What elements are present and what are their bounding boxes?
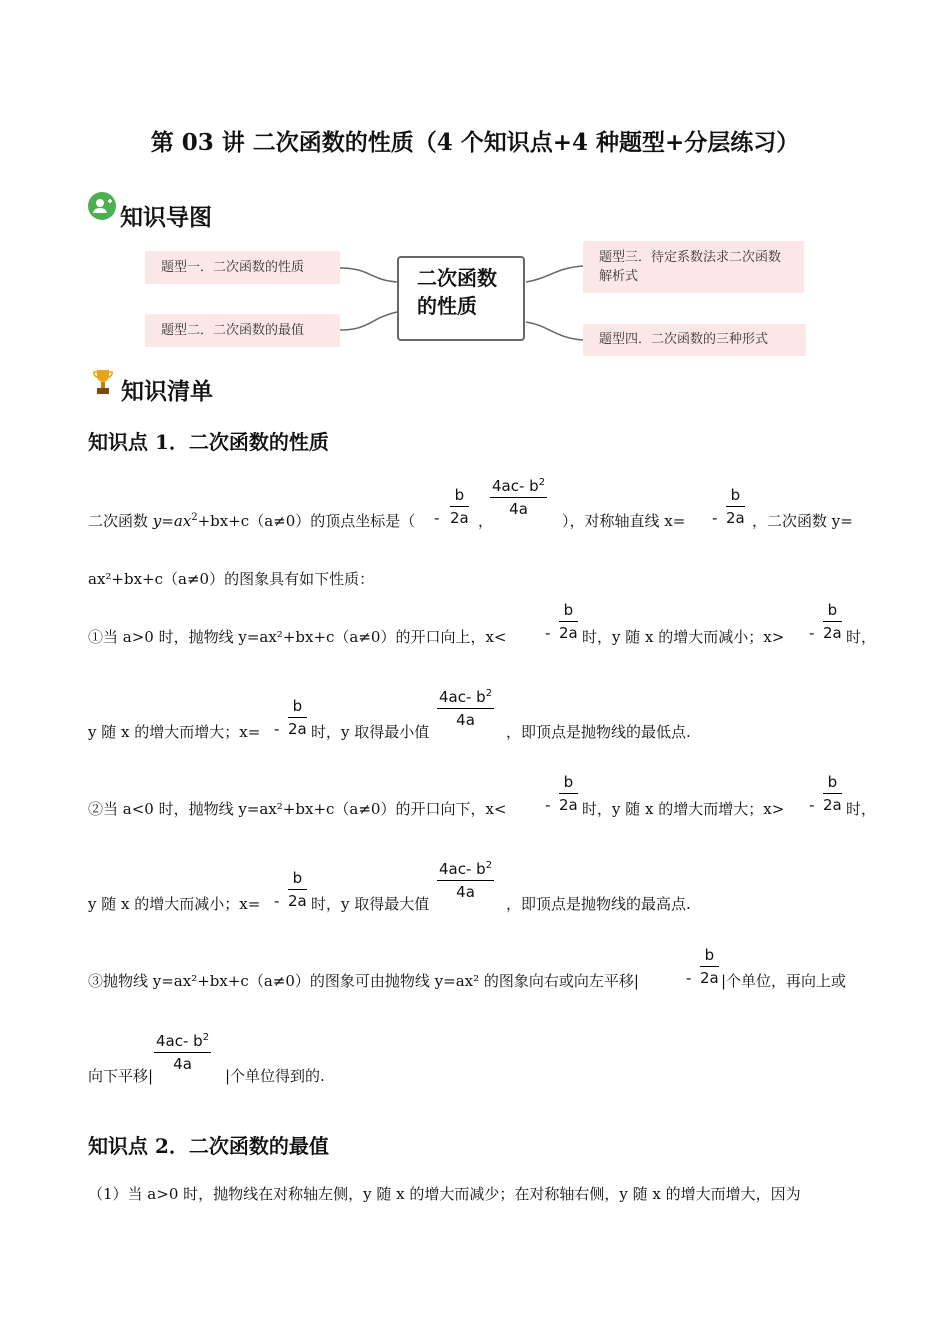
p1-fy-den: 4a [509,500,528,518]
i1b-minus: - [274,720,280,738]
p1-ax-num: b [726,486,745,507]
i2a-text-c: 时， [846,800,877,818]
p1-text-a2: y=ax [152,512,192,530]
i3b-fraction: $\frac{4ac- b^2}{4a}$ [156,1032,210,1073]
trophy-icon [92,367,114,397]
kp1-heading: 知识点 1．二次函数的性质 [88,430,329,454]
p1-text-c: ，二次函数 y= [752,512,853,530]
i3a-text-b: |个单位，再向上或 [721,972,847,990]
i2a-fraction-2 [809,773,842,814]
i2a-minus-2: - [809,796,815,814]
i2a-f1-den: 2a [559,796,578,814]
section-mindmap-title: 知识导图 [120,204,212,231]
i2a-text-b: 时，y 随 x 的增大而增大；x> [582,800,785,818]
p1-axis-fraction [712,486,745,527]
i1a-text-c: 时， [846,628,877,646]
i2b-text-a: y 随 x 的增大而减小；x= [88,895,261,913]
p1-text-a1: 二次函数 [88,512,153,530]
i1a-fraction-2 [809,601,842,642]
mindmap-center-line1: 二次函数 [417,266,497,290]
i1b-fraction-1 [274,697,307,738]
p1-fx-num: b [450,486,469,507]
i1b-fraction-2: $\frac{4ac- b^2}{4a}$ [439,688,493,729]
i1b-text-a: y 随 x 的增大而增大；x= [88,723,261,741]
i3a-f-num: b [700,946,719,967]
i3a-fraction [686,946,719,987]
i2a-fraction-1 [545,773,578,814]
i1a-f1-den: 2a [559,624,578,642]
p1-comma: ， [478,512,494,530]
kp2-paragraph: （1）当 a>0 时，抛物线在对称轴左侧，y 随 x 的增大而减少；在对称轴右侧，y 随 x 的增大而增大，因为 [88,1185,801,1203]
p1-text-a4: +bx+c（a≠0）的顶点坐标是（ [197,512,416,530]
mindmap-node-type4: 题型四．二次函数的三种形式 [583,324,806,356]
section-list-title: 知识清单 [121,378,213,405]
i2b-f1-num: b [288,869,307,890]
i1a-minus-2: - [809,624,815,642]
i2b-fraction-2: $\frac{4ac- b^2}{4a}$ [439,860,493,901]
i1a-f1-num: b [559,601,578,622]
user-add-icon [88,192,116,220]
i2b-minus: - [274,892,280,910]
i2a-f2-num: b [823,773,842,794]
p1-axis-minus: - [712,509,718,527]
p1-ax-den: 2a [726,509,745,527]
i2b-f2-den: 4a [456,883,475,901]
i3b-f-den: 4a [173,1055,192,1073]
i1a-f2-num: b [823,601,842,622]
mindmap-center-line2: 的性质 [417,294,477,318]
i3b-f-num: 4ac- b [156,1032,203,1050]
i1a-fraction-1 [545,601,578,642]
i3b-text-a: 向下平移| [88,1067,154,1085]
i2a-f2-den: 2a [823,796,842,814]
i3a-text-a: ③抛物线 y=ax²+bx+c（a≠0）的图象可由抛物线 y=ax² 的图象向右或向左平移| [88,972,639,990]
p1-minus: - [434,509,440,527]
i2b-f2-num: 4ac- b [439,860,486,878]
p1-fy-num: 4ac- b [492,477,539,495]
i2a-minus-1: - [545,796,551,814]
mindmap-node-type2: 题型二．二次函数的最值 [145,314,340,347]
i1b-f2-den: 4a [456,711,475,729]
i1a-text-a: ①当 a>0 时，抛物线 y=ax²+bx+c（a≠0）的开口向上，x< [88,628,507,646]
i3a-minus: - [686,969,692,987]
i3a-f-den: 2a [700,969,719,987]
p1-text-a [88,510,415,531]
i1a-text-b: 时，y 随 x 的增大而减小；x> [582,628,785,646]
p1-line2: ax²+bx+c（a≠0）的图象具有如下性质： [88,570,375,588]
mindmap-node-type3: 题型三．待定系数法求二次函数解析式 [583,241,804,293]
i2a-f1-num: b [559,773,578,794]
p1-text-a3: 2 [191,512,198,523]
i2b-fraction-1 [274,869,307,910]
kp2-heading: 知识点 2．二次函数的最值 [88,1134,329,1158]
page-title: 第 03 讲 二次函数的性质（4 个知识点+4 种题型+分层练习） [150,129,800,156]
mindmap-center-node [397,256,525,341]
i2b-text-c: ，即顶点是抛物线的最高点. [506,895,691,913]
p1-vertex-x-fraction [436,486,469,527]
i1b-f1-den: 2a [288,720,307,738]
p1-text-b: ），对称轴直线 x= [562,512,686,530]
i2b-f1-den: 2a [288,892,307,910]
i1a-minus-1: - [545,624,551,642]
i1b-text-b: 时，y 取得最小值 [311,723,430,741]
i2b-text-b: 时，y 取得最大值 [311,895,430,913]
i1a-f2-den: 2a [823,624,842,642]
mindmap-node-type1: 题型一．二次函数的性质 [145,251,340,284]
i3b-text-b: |个单位得到的. [225,1067,325,1085]
i1b-text-c: ，即顶点是抛物线的最低点. [506,723,691,741]
i1b-f1-num: b [288,697,307,718]
p1-fx-den: 2a [450,509,469,527]
i1b-f2-num: 4ac- b [439,688,486,706]
i2a-text-a: ②当 a<0 时，抛物线 y=ax²+bx+c（a≠0）的开口向下，x< [88,800,507,818]
p1-vertex-y-fraction: $\frac{4ac- b^2}{4a}$ [492,477,546,518]
